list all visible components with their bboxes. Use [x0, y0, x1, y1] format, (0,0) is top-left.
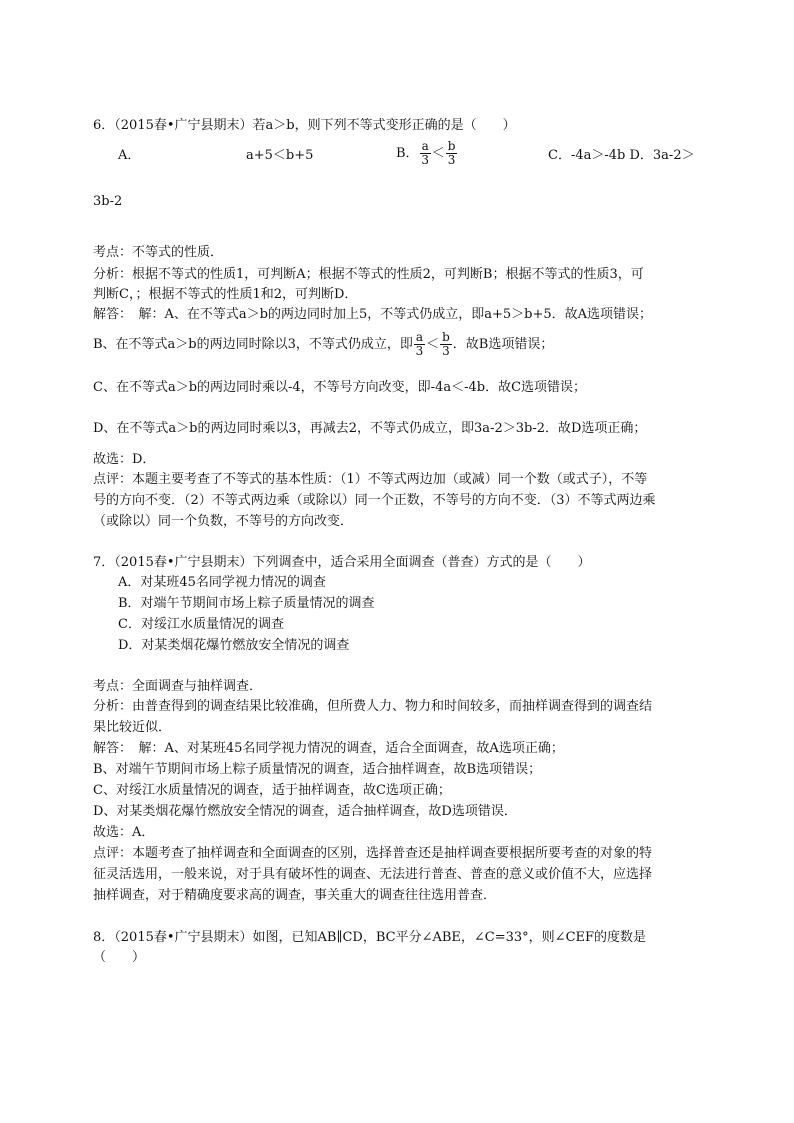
q6-jieda-4: D、在不等式a＞b的两边同时乘以3，再减去2，不等式仍成立，即3a-2＞3b-2．故D选项正确； [93, 421, 647, 436]
q6-option-a-label: A． [118, 148, 141, 163]
q7-option-b: B．对端午节期间市场上粽子质量情况的调查 [118, 596, 375, 611]
q6-dianping-1: 点评：本题主要考查了不等式的基本性质：（1）不等式两边加（或减）同一个数（或式子），不等 [93, 472, 648, 487]
q7-option-c: C．对绥江水质量情况的调查 [118, 617, 284, 632]
q7-option-a: A．对某班45名同学视力情况的调查 [118, 575, 326, 590]
q8-stem: 8．（2015春•广宁县期末）如图，已知AB∥CD，BC平分∠ABE，∠C=33°，则∠CEF的度数是 [93, 930, 647, 945]
q7-jieda-3: C、对绥江水质量情况的调查，适于抽样调查，故C选项正确； [93, 783, 451, 798]
fraction: $\frac{b}{3}$ [442, 330, 450, 358]
q7-jieda-1: 解答： 解：A、对某班45名同学视力情况的调查，适合全面调查，故A选项正确； [93, 741, 564, 756]
q6-option-d-continued: 3b-2 [93, 194, 123, 209]
q6-fenxi-2: 判断C，；根据不等式的性质1和2，可判断D． [93, 287, 358, 302]
q6-stem: 6．（2015春•广宁县期末）若a＞b，则下列不等式变形正确的是（ ） [93, 118, 516, 133]
q7-fenxi-1: 分析：由普查得到的调查结果比较准确，但所费人力、物力和时间较多，而抽样调查得到的调查结 [93, 699, 653, 714]
q6-option-a-text: a+5＜b+5 [246, 148, 314, 163]
q6-option-cd: C．-4a＞-4b D．3a-2＞ [548, 148, 695, 163]
q6-fenxi-1: 分析：根据不等式的性质1，可判断A；根据不等式的性质2，可判断B；根据不等式的性质3，可 [93, 267, 644, 282]
q6-option-b-label: B． [396, 146, 419, 161]
q6-answer: 故选：D． [93, 452, 156, 467]
q6-jieda-1: 解答： 解：A、在不等式a＞b的两边同时加上5，不等式仍成立，即a+5＞b+5．故A选项错误； [93, 307, 653, 322]
q7-option-d: D．对某类烟花爆竹燃放安全情况的调查 [118, 638, 350, 653]
q8-stem-continued: （ ） [93, 950, 146, 965]
q7-stem: 7．（2015春•广宁县期末）下列调查中，适合采用全面调查（普查）方式的是（ ） [93, 555, 591, 570]
q6-jieda-3: C、在不等式a＞b的两边同时乘以-4，不等号方向改变，即-4a＜-4b．故C选项错误； [93, 380, 587, 395]
q6-kaodian: 考点：不等式的性质． [93, 245, 224, 260]
q7-fenxi-2: 果比较近似． [93, 720, 172, 735]
q7-answer: 故选：A． [93, 825, 155, 840]
q6-dianping-2: 号的方向不变．（2）不等式两边乘（或除以）同一个正数，不等号的方向不变．（3）不等式两边乘 [93, 493, 656, 508]
q6-option-b: B． $\frac{a}{3}$ ＜ $\frac{b}{3}$ [396, 139, 456, 167]
q7-jieda-4: D、对某类烟花爆竹燃放安全情况的调查，适合抽样调查，故D选项错误． [93, 804, 517, 819]
fraction: $\frac{a}{3}$ [415, 330, 424, 358]
q6-jieda-2: B、在不等式a＞b的两边同时除以3，不等式仍成立，即 $\frac{a}{3}$ ＜ $\frac{b}{3}$ ．故B选项错误； [93, 330, 554, 358]
q7-dianping-2: 征灵活选用，一般来说，对于具有破坏性的调查、无法进行普查、普查的意义或价值不大，应选择 [93, 867, 653, 882]
q7-dianping-1: 点评：本题考查了抽样调查和全面调查的区别，选择普查还是抽样调查要根据所要考查的对象的特 [93, 846, 653, 861]
q7-kaodian: 考点：全面调查与抽样调查． [93, 679, 263, 694]
fraction: $\frac{b}{3}$ [447, 139, 456, 167]
fraction: $\frac{a}{3}$ [421, 139, 429, 167]
q7-dianping-3: 抽样调查，对于精确度要求高的调查，事关重大的调查往往选用普查． [93, 888, 497, 903]
q6-dianping-3: （或除以）同一个负数，不等号的方向改变． [93, 514, 354, 529]
q7-jieda-2: B、对端午节期间市场上粽子质量情况的调查，适合抽样调查，故B选项错误； [93, 762, 542, 777]
